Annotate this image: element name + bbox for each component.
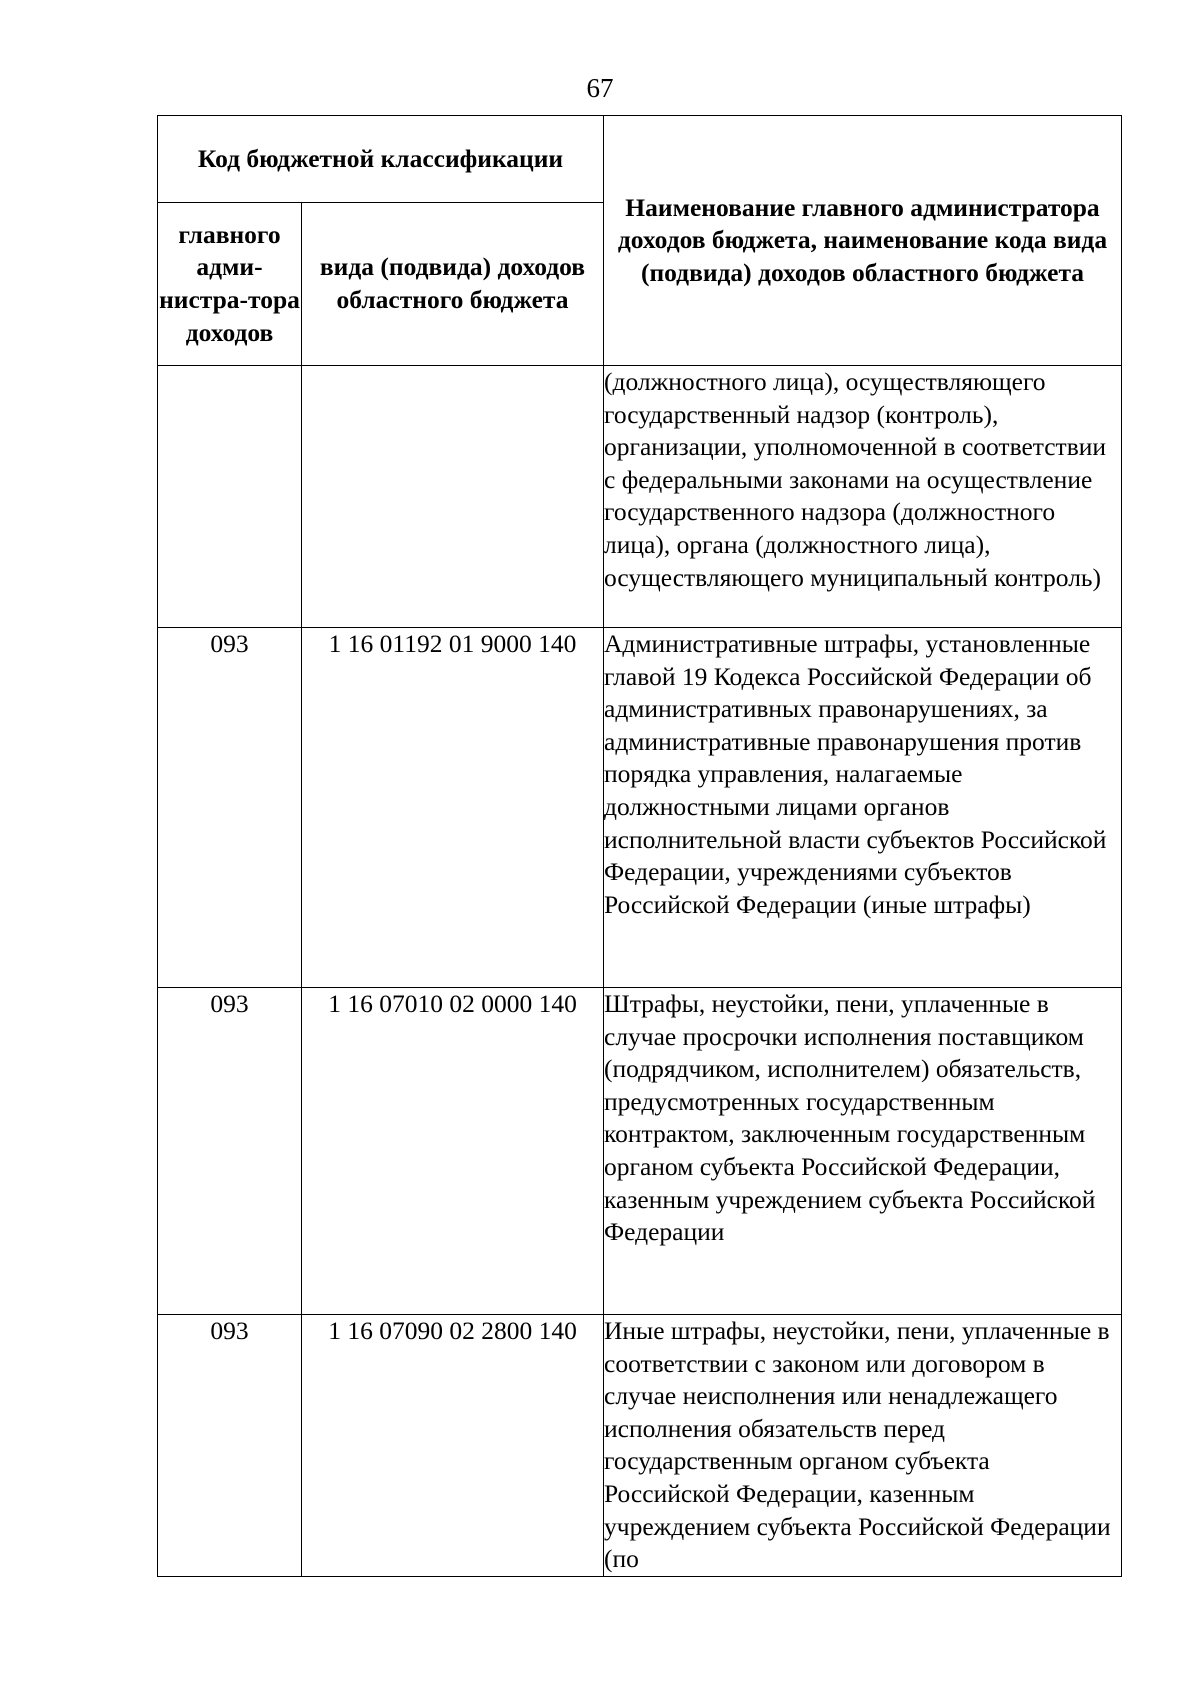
revenue-code-cell bbox=[302, 366, 604, 628]
revenue-code-cell: 1 16 07090 02 2800 140 bbox=[302, 1315, 604, 1577]
revenue-name-cell: (должностного лица), осуществляющего государственный надзор (контроль), организации, уполномоченной в соответствии с федеральными законами на осуществление государственного надзора (должностного лица), органа (должностного лица), осуществляющего муниципальный контроль) bbox=[604, 366, 1122, 628]
revenue-code-cell: 1 16 01192 01 9000 140 bbox=[302, 628, 604, 988]
revenue-name-cell: Административные штрафы, установленные главой 19 Кодекса Российской Федерации об административных правонарушениях, за административные правонарушения против порядка управления, налагаемые должностными лицами органов исполнительной власти субъектов Российской Федерации, учреждениями субъектов Российской Федерации (иные штрафы) bbox=[604, 628, 1122, 988]
table-row bbox=[158, 366, 1122, 628]
table-row bbox=[158, 628, 1122, 988]
admin-code-cell bbox=[158, 366, 302, 628]
table-row bbox=[158, 988, 1122, 1315]
revenue-name-cell: Штрафы, неустойки, пени, уплаченные в случае просрочки исполнения поставщиком (подрядчиком, исполнителем) обязательств, предусмотренных государственным контрактом, заключенным государственным органом субъекта Российской Федерации, казенным учреждением субъекта Российской Федерации bbox=[604, 988, 1122, 1315]
revenue-code-cell: 1 16 07010 02 0000 140 bbox=[302, 988, 604, 1315]
header-budget-code-group: Код бюджетной классификации bbox=[158, 116, 604, 203]
page-number: 67 bbox=[586, 73, 614, 103]
revenue-name-cell: Иные штрафы, неустойки, пени, уплаченные в соответствии с законом или договором в случае неисполнения или ненадлежащего исполнения обязательств перед государственным органом субъекта Российской Федерации, казенным учреждением субъекта Российской Федерации (по bbox=[604, 1315, 1122, 1577]
header-code-column: вида (подвида) доходов областного бюджета bbox=[302, 203, 604, 366]
table-row bbox=[158, 1315, 1122, 1577]
admin-code-cell: 093 bbox=[158, 628, 302, 988]
header-admin-column: главного адми-нистра-тора доходов bbox=[158, 203, 302, 366]
admin-code-cell: 093 bbox=[158, 1315, 302, 1577]
admin-code-cell: 093 bbox=[158, 988, 302, 1315]
budget-classification-table bbox=[157, 115, 1122, 1577]
header-name-column: Наименование главного администратора доходов бюджета, наименование кода вида (подвида) доходов областного бюджета bbox=[604, 116, 1122, 366]
